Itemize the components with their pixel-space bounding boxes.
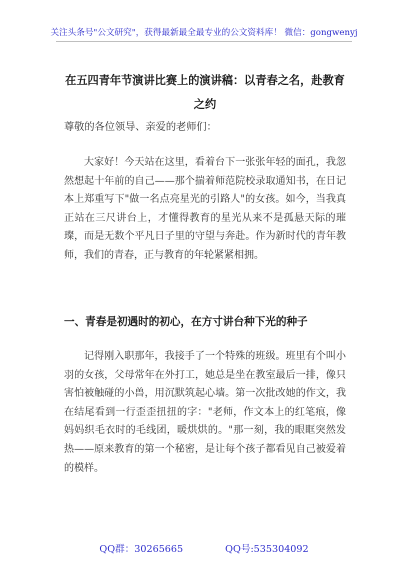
document-title: 在五四青年节演讲比赛上的演讲稿：以青春之名，赴教育之约 [65,73,345,111]
page-header-note: 关注头条号"公文研究"，获得最新最全最专业的公文资料库！ 微信：gongwenyj [50,28,358,38]
section-heading: 一、青春是初遇时的初心，在方寸讲台种下光的种子 [64,316,308,328]
footer-qq-group: QQ群：30265665 [99,544,184,555]
body-paragraph-2: 记得刚入职那年，我接手了一个特殊的班级。班里有个叫小羽的女孩，父母常年在外打工，她总是坐在教室最后一排，像只害怕被触碰的小兽，用沉默筑起心墙。第一次批改她的作文，我在结尾看到一行歪歪扭扭的字："老师，作文本上的红笔痕，像妈妈织毛衣时的毛线团，暖烘烘的。"那一刻，我的眼眶突然发热——原来教育的第一个秘密，是让每个孩子都看见自己被爱着的模样。 [64,351,346,474]
page-footer [0,541,408,555]
salutation: 尊敬的各位领导、亲爱的老师们： [64,122,217,133]
body-paragraph-1: 大家好！今天站在这里，看着台下一张张年轻的面孔，我忽然想起十年前的自己——那个揣着师范院校录取通知书，在日记本上郑重写下"做一名点亮星光的引路人"的女孩。如今，当我真正站在三尺讲台上，才懂得教育的星光从来不是孤悬天际的璀璨，而是无数个平凡日子里的守望与奔赴。作为新时代的青年教师，我们的青春，正与教育的年轮紧紧相拥。 [64,157,346,261]
footer-qq-number: QQ号:535304092 [225,544,309,555]
header-divider [56,41,352,42]
